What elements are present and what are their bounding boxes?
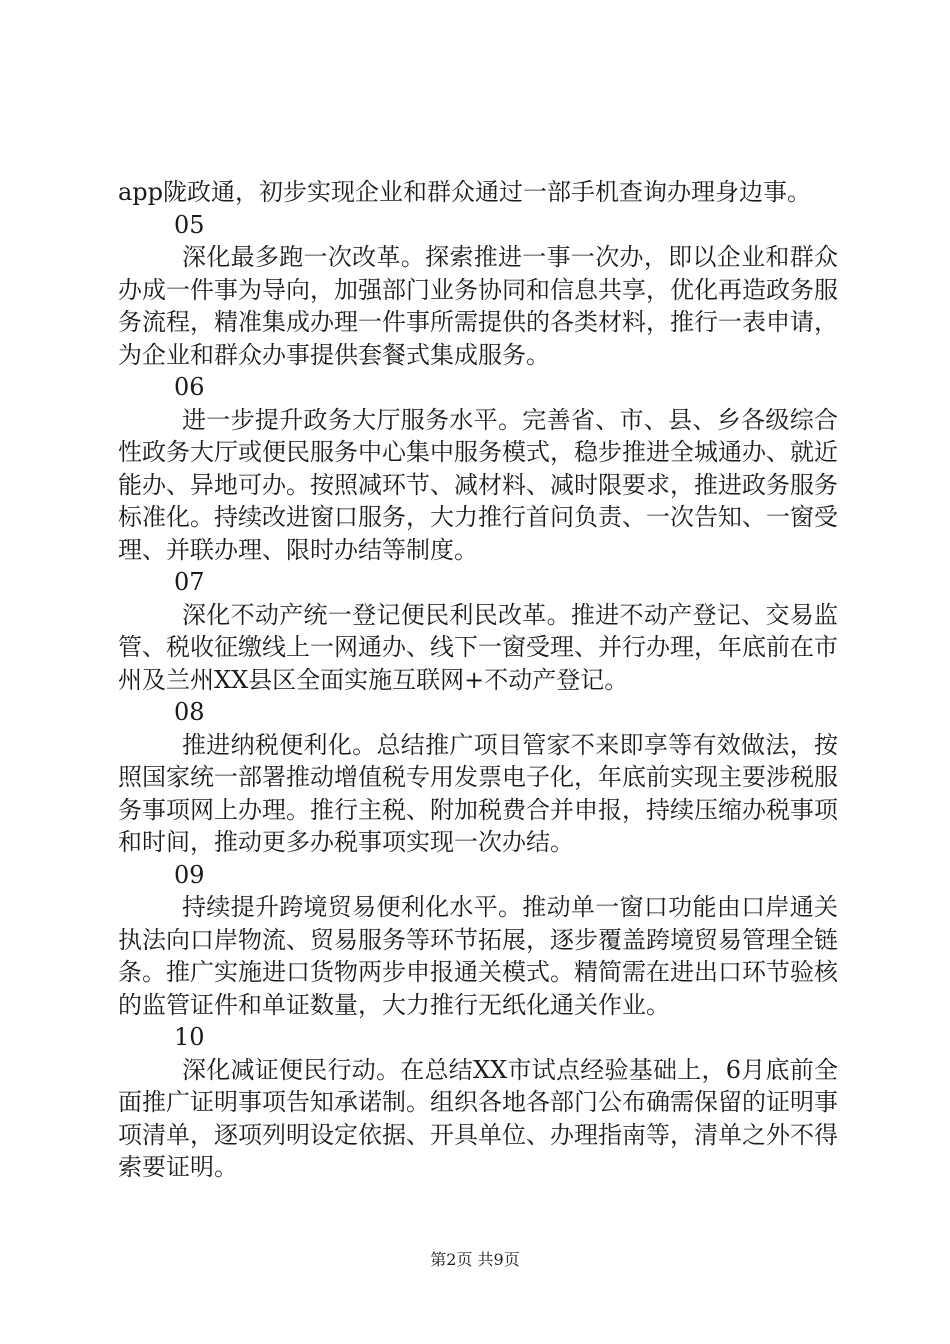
section-paragraph: 持续提升跨境贸易便利化水平。推动单一窗口功能由口岸通关执法向口岸物流、贸易服务等环节拓展，逐步覆盖跨境贸易管理全链条。推广实施进口货物两步申报通关模式。精简需在进出口环节验核的监管证件和单证数量，大力推行无纸化通关作业。 bbox=[118, 893, 838, 1019]
section-paragraph: 推进纳税便利化。总结推广项目管家不来即享等有效做法，按照国家统一部署推动增值税专用发票电子化，年底前实现主要涉税服务事项网上办理。推行主税、附加税费合并申报，持续压缩办税事项和时间，推动更多办税事项实现一次办结。 bbox=[118, 730, 838, 856]
section-paragraph: 深化减证便民行动。在总结XX市试点经验基础上，6月底前全面推广证明事项告知承诺制。组织各地各部门公布确需保留的证明事项清单，逐项列明设定依据、开具单位、办理指南等，清单之外不得索要证明。 bbox=[118, 1055, 838, 1181]
section-paragraph: 进一步提升政务大厅服务水平。完善省、市、县、乡各级综合性政务大厅或便民服务中心集中服务模式，稳步推进全城通办、就近能办、异地可办。按照减环节、减材料、减时限要求，推进政务服务标准化。持续改进窗口服务，大力推行首问负责、一次告知、一窗受理、并联办理、限时办结等制度。 bbox=[118, 405, 838, 564]
intro-paragraph: app陇政通，初步实现企业和群众通过一部手机查询办理身边事。 bbox=[118, 178, 812, 206]
section-number: 05 bbox=[174, 210, 205, 239]
section-paragraph: 深化最多跑一次改革。探索推进一事一次办，即以企业和群众办成一件事为导向，加强部门业务协同和信息共享，优化再造政务服务流程，精准集成办理一件事所需提供的各类材料，推行一表申请，为企业和群众办事提供套餐式集成服务。 bbox=[118, 243, 838, 369]
section-number: 07 bbox=[174, 568, 205, 596]
page-footer: 第2页 共9页 bbox=[430, 1250, 520, 1269]
section-number: 06 bbox=[174, 373, 205, 401]
section-paragraph: 深化不动产统一登记便民利民改革。推进不动产登记、交易监管、税收征缴线上一网通办、线下一窗受理、并行办理，年底前在市州及兰州XX县区全面实施互联网+不动产登记。 bbox=[118, 600, 838, 694]
document-body bbox=[118, 176, 838, 1184]
section-number: 10 bbox=[174, 1023, 205, 1051]
section-number: 09 bbox=[174, 860, 205, 889]
section-number: 08 bbox=[174, 698, 205, 726]
